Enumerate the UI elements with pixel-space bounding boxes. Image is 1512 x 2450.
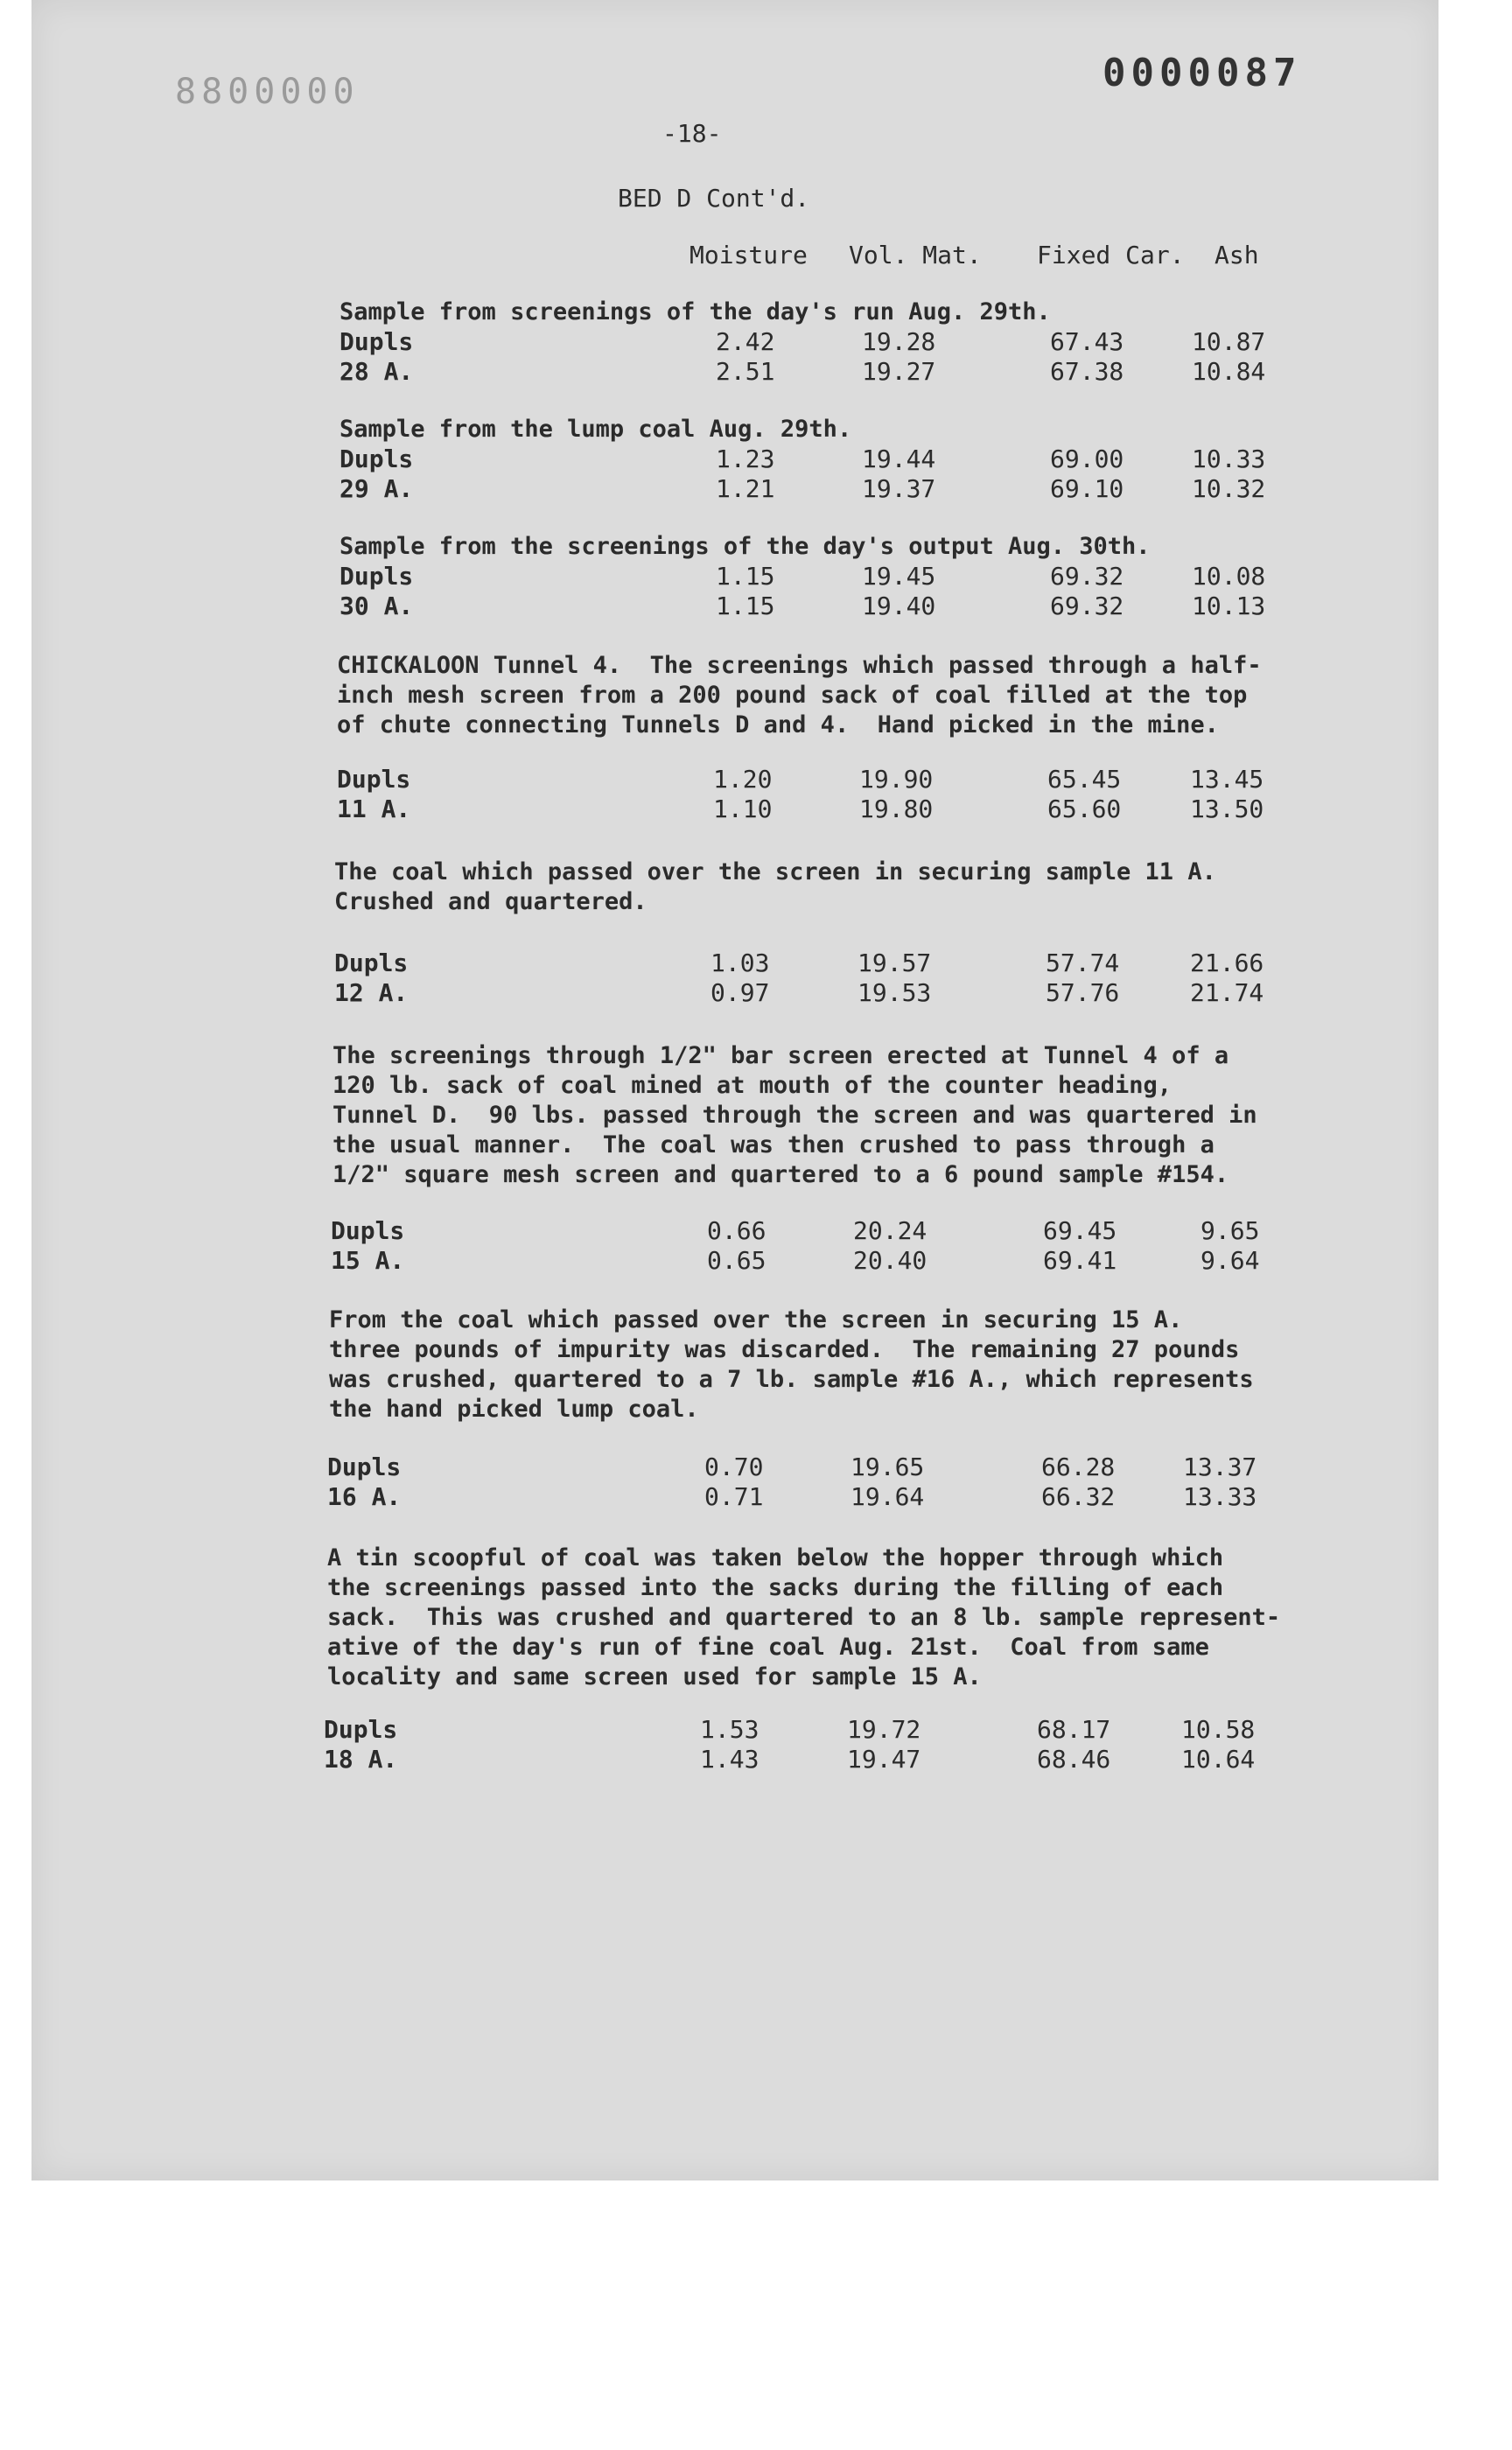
value-vol-mat: 19.28 xyxy=(862,327,936,356)
value-ash: 13.37 xyxy=(1183,1452,1257,1481)
row-label: 28 A. xyxy=(340,357,414,386)
section-text: Sample from screenings of the day's run Aug. 29th. xyxy=(340,298,1051,326)
column-header-fixed-car: Fixed Car. xyxy=(1037,241,1185,270)
value-moisture: 0.66 xyxy=(707,1216,766,1245)
row-label: Dupls xyxy=(327,1452,402,1481)
value-ash: 9.64 xyxy=(1200,1246,1260,1275)
section-text: CHICKALOON Tunnel 4. The screenings which passed through a half- inch mesh screen from a 200 pound sack of coal filled at the top of chute connecting Tunnels D and 4. Hand picked in the mine. xyxy=(337,652,1262,738)
value-fixed-car: 69.32 xyxy=(1050,592,1124,620)
value-ash: 13.50 xyxy=(1190,794,1264,823)
value-vol-mat: 19.37 xyxy=(862,474,936,503)
value-vol-mat: 19.47 xyxy=(847,1745,921,1774)
stamp-right: 0000087 xyxy=(1102,51,1302,95)
column-header-vol-mat: Vol. Mat. xyxy=(849,241,982,270)
value-moisture: 2.42 xyxy=(716,327,775,356)
value-ash: 13.33 xyxy=(1183,1482,1257,1511)
value-fixed-car: 69.10 xyxy=(1050,474,1124,503)
value-vol-mat: 20.24 xyxy=(853,1216,928,1245)
value-moisture: 0.70 xyxy=(704,1452,764,1481)
row-label: 16 A. xyxy=(327,1482,402,1511)
value-fixed-car: 69.00 xyxy=(1050,444,1124,473)
column-header-ash: Ash xyxy=(1214,241,1259,270)
row-label: Dupls xyxy=(337,765,411,794)
row-label: Dupls xyxy=(340,562,414,591)
row-label: Dupls xyxy=(331,1216,405,1245)
value-ash: 9.65 xyxy=(1200,1216,1260,1245)
value-vol-mat: 19.44 xyxy=(862,444,936,473)
value-ash: 10.13 xyxy=(1192,592,1266,620)
value-fixed-car: 67.38 xyxy=(1050,357,1124,386)
row-label: 30 A. xyxy=(340,592,414,620)
value-fixed-car: 67.43 xyxy=(1050,327,1124,356)
value-moisture: 2.51 xyxy=(716,357,775,386)
value-ash: 10.32 xyxy=(1192,474,1266,503)
value-fixed-car: 68.46 xyxy=(1037,1745,1111,1774)
row-label: 18 A. xyxy=(324,1745,398,1774)
value-fixed-car: 68.17 xyxy=(1037,1715,1111,1744)
column-header-moisture: Moisture xyxy=(690,241,808,270)
section-text: A tin scoopful of coal was taken below the hopper through which the screenings passed into the sacks during the filling of each sack. This was crushed and quartered to an 8 lb. sample represent- ative of the day's run of fine coal Aug. 21st. Coal from same locality and same screen used for sample 15 A. xyxy=(327,1544,1281,1690)
value-vol-mat: 19.57 xyxy=(858,948,932,977)
value-fixed-car: 65.45 xyxy=(1047,765,1122,794)
value-fixed-car: 66.32 xyxy=(1041,1482,1116,1511)
value-fixed-car: 69.41 xyxy=(1043,1246,1117,1275)
section-text: Sample from the lump coal Aug. 29th. xyxy=(340,416,852,443)
value-vol-mat: 19.90 xyxy=(859,765,934,794)
section-text: The coal which passed over the screen in securing sample 11 A. Crushed and quartered. xyxy=(334,858,1216,915)
value-vol-mat: 19.27 xyxy=(862,357,936,386)
row-label: Dupls xyxy=(334,948,409,977)
value-moisture: 1.15 xyxy=(716,592,775,620)
row-label: 29 A. xyxy=(340,474,414,503)
value-vol-mat: 19.40 xyxy=(862,592,936,620)
value-ash: 10.64 xyxy=(1181,1745,1256,1774)
value-ash: 10.58 xyxy=(1181,1715,1256,1744)
value-moisture: 0.65 xyxy=(707,1246,766,1275)
value-ash: 10.08 xyxy=(1192,562,1266,591)
stamp-left: 8800000 xyxy=(175,72,360,112)
value-ash: 10.84 xyxy=(1192,357,1266,386)
section-text: Sample from the screenings of the day's output Aug. 30th. xyxy=(340,533,1151,560)
value-fixed-car: 66.28 xyxy=(1041,1452,1116,1481)
value-moisture: 1.03 xyxy=(710,948,770,977)
row-label: Dupls xyxy=(324,1715,398,1744)
value-vol-mat: 19.80 xyxy=(859,794,934,823)
value-vol-mat: 19.45 xyxy=(862,562,936,591)
row-label: 12 A. xyxy=(334,978,409,1007)
value-moisture: 1.53 xyxy=(700,1715,760,1744)
value-moisture: 1.43 xyxy=(700,1745,760,1774)
value-fixed-car: 69.32 xyxy=(1050,562,1124,591)
value-ash: 10.87 xyxy=(1192,327,1266,356)
row-label: 11 A. xyxy=(337,794,411,823)
value-vol-mat: 19.64 xyxy=(850,1482,925,1511)
value-fixed-car: 69.45 xyxy=(1043,1216,1117,1245)
value-moisture: 0.97 xyxy=(710,978,770,1007)
value-fixed-car: 57.74 xyxy=(1046,948,1120,977)
value-ash: 10.33 xyxy=(1192,444,1266,473)
page-number: -18- xyxy=(662,119,722,148)
row-label: Dupls xyxy=(340,444,414,473)
value-ash: 13.45 xyxy=(1190,765,1264,794)
value-moisture: 1.21 xyxy=(716,474,775,503)
value-vol-mat: 19.53 xyxy=(858,978,932,1007)
row-label: 15 A. xyxy=(331,1246,405,1275)
value-fixed-car: 57.76 xyxy=(1046,978,1120,1007)
value-moisture: 1.20 xyxy=(713,765,773,794)
value-vol-mat: 19.72 xyxy=(847,1715,921,1744)
section-text: The screenings through 1/2" bar screen erected at Tunnel 4 of a 120 lb. sack of coal mined at mouth of the counter heading, Tunnel D. 90 lbs. passed through the screen and was quartered in the usual manner. The coal was then crushed to pass through a 1/2" square mesh screen and quartered to a 6 pound sample #154. xyxy=(332,1042,1257,1188)
value-moisture: 0.71 xyxy=(704,1482,764,1511)
value-ash: 21.66 xyxy=(1190,948,1264,977)
value-moisture: 1.15 xyxy=(716,562,775,591)
value-vol-mat: 19.65 xyxy=(850,1452,925,1481)
value-vol-mat: 20.40 xyxy=(853,1246,928,1275)
value-moisture: 1.23 xyxy=(716,444,775,473)
section-text: From the coal which passed over the screen in securing 15 A. three pounds of impurity was discarded. The remaining 27 pounds was crushed, quartered to a 7 lb. sample #16 A., which represents the hand picked lump coal. xyxy=(329,1306,1254,1423)
value-fixed-car: 65.60 xyxy=(1047,794,1122,823)
page-heading: BED D Cont'd. xyxy=(618,184,810,213)
row-label: Dupls xyxy=(340,327,414,356)
value-ash: 21.74 xyxy=(1190,978,1264,1007)
value-moisture: 1.10 xyxy=(713,794,773,823)
